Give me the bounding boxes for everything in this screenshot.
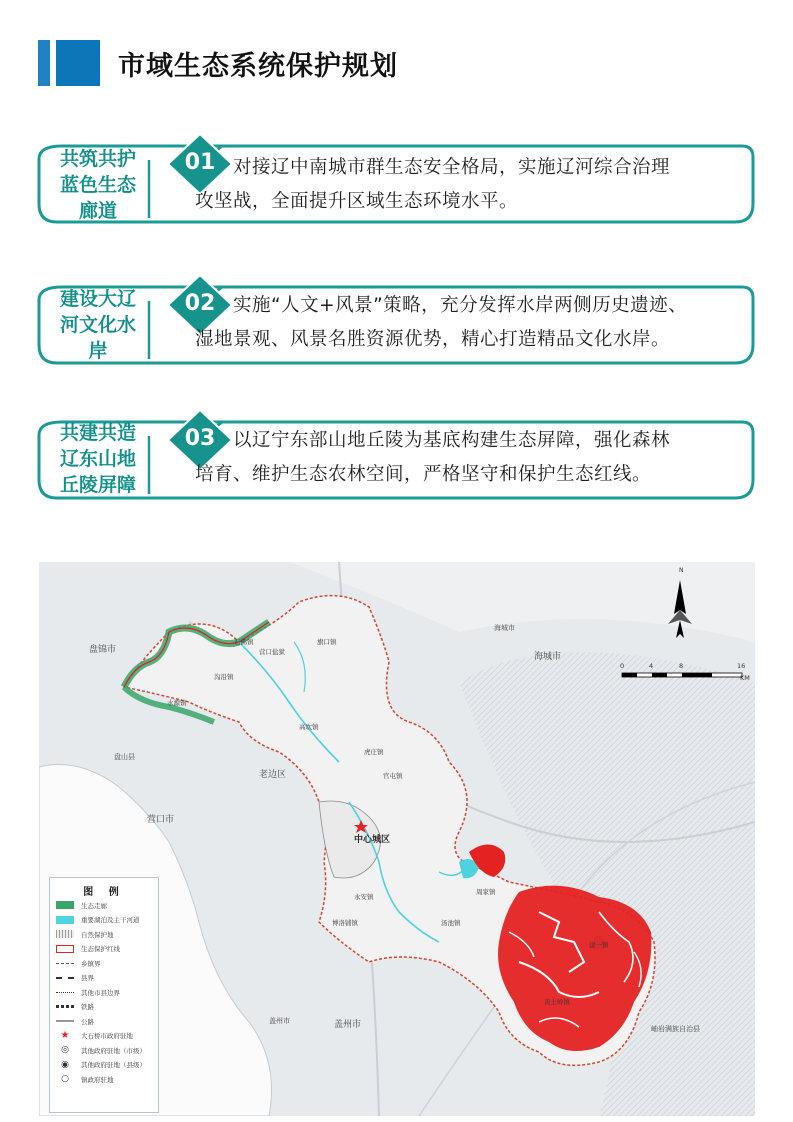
region-label: 海城市 <box>534 652 562 662</box>
town-label: 旗口镇 <box>317 638 337 646</box>
scale-tick: 4 <box>649 662 654 670</box>
legend-swatch <box>56 977 74 979</box>
scale-tick: 16 <box>737 662 746 670</box>
legend-swatch <box>56 930 74 938</box>
legend-item: 自然保护地 <box>50 927 158 942</box>
region-label: 老边区 <box>259 770 287 780</box>
region-label: 盖州市 <box>334 1020 362 1030</box>
card-number: 01 <box>184 150 216 175</box>
legend-item: 其他市县边界 <box>50 985 158 1000</box>
card-number: 02 <box>184 291 216 316</box>
card-label: 建设大辽 河文化水 岸 <box>59 288 136 362</box>
legend-title: 图 例 <box>83 887 125 898</box>
region-label: 盘山县 <box>114 753 135 761</box>
star-icon: ★ <box>60 1029 70 1041</box>
scale-unit: KM <box>740 674 750 682</box>
legend-item: 重要湖泊及主干河道 <box>50 913 158 928</box>
legend-item: 县界 <box>50 971 158 986</box>
region-label: 盘锦市 <box>89 645 117 655</box>
legend-swatch <box>56 901 74 909</box>
north-label: N <box>679 567 684 574</box>
town-label: 黄土岭镇 <box>544 998 570 1006</box>
title-accent-bar <box>38 40 50 86</box>
town-label: 博洛铺镇 <box>332 919 358 927</box>
ecological-protection-map <box>39 562 755 1116</box>
card-label: 共筑共护 蓝色生态 廊道 <box>59 148 136 222</box>
legend-item: 铁路 <box>50 1000 158 1015</box>
town-label: 沟沿镇 <box>214 673 234 681</box>
scale-bar <box>622 673 742 677</box>
legend-item: ○ 镇政府驻地 <box>50 1072 158 1087</box>
legend-swatch <box>56 1020 74 1022</box>
legend-swatch <box>56 916 74 924</box>
town-label: 官屯镇 <box>383 772 403 780</box>
town-label: 永安镇 <box>354 893 374 901</box>
legend-swatch <box>56 963 74 964</box>
legend-item: 乡镇界 <box>50 956 158 971</box>
legend-item: ★ 大石桥市政府驻地 <box>50 1029 158 1044</box>
map-legend <box>49 877 159 1113</box>
legend-item: 公路 <box>50 1014 158 1029</box>
region-label: 中心城区 <box>354 835 391 845</box>
circle-fill-icon: ◉ <box>61 1059 69 1070</box>
town-label: 周家镇 <box>476 888 496 896</box>
legend-item: ◉ 其他政府驻地（县级） <box>50 1058 158 1073</box>
town-label: 高坎镇 <box>299 723 319 731</box>
page-title-bar <box>38 40 398 86</box>
legend-item: 生态保护红线 <box>50 942 158 957</box>
region-label: 盖州市 <box>269 1017 290 1025</box>
card-number: 03 <box>184 426 216 451</box>
card-label: 共建共造 辽东山地 丘陵屏障 <box>59 422 136 496</box>
strategy-card-2 <box>37 275 756 363</box>
region-label: 营口市 <box>147 815 175 825</box>
legend-swatch <box>56 945 74 953</box>
town-label: 建一镇 <box>589 941 609 949</box>
legend-item: ◎ 其他政府驻地（市级） <box>50 1043 158 1058</box>
card-body: 对接辽中南城市群生态安全格局，实施辽河综合治理 攻坚战，全面提升区域生态环境水平。 <box>195 157 671 212</box>
title-accent-block <box>56 40 100 86</box>
scale-tick: 0 <box>620 662 625 670</box>
strategy-card-3 <box>37 410 756 498</box>
region-label: 岫岩满族自治县 <box>651 1025 700 1033</box>
scale-tick: 8 <box>679 662 684 670</box>
town-label: 营口盐狱 <box>259 648 285 656</box>
card-body: 以辽宁东部山地丘陵为基底构建生态屏障，强化森林 培育、维护生态农林空间，严格坚守和保护生态红线。 <box>195 430 671 485</box>
card-body: 实施“人文+风景”策略，充分发挥水岸两侧历史遗迹、 湿地景观、风景名胜资源优势，精心打造精品文化水岸。 <box>195 295 688 350</box>
town-label: 虎庄镇 <box>364 748 384 756</box>
legend-swatch <box>56 1005 74 1008</box>
town-label: 汤池镇 <box>441 919 461 927</box>
town-label: 石佛镇 <box>234 638 254 646</box>
strategy-card-1 <box>37 134 756 222</box>
region-label: 海城市 <box>494 624 515 632</box>
circle-icon: ○ <box>61 1074 69 1085</box>
town-label: 水源镇 <box>167 699 187 707</box>
legend-item: 生态走廊 <box>50 898 158 913</box>
legend-swatch <box>56 992 74 993</box>
circle-dot-icon: ◎ <box>61 1045 69 1056</box>
page-title: 市域生态系统保护规划 <box>118 50 398 82</box>
